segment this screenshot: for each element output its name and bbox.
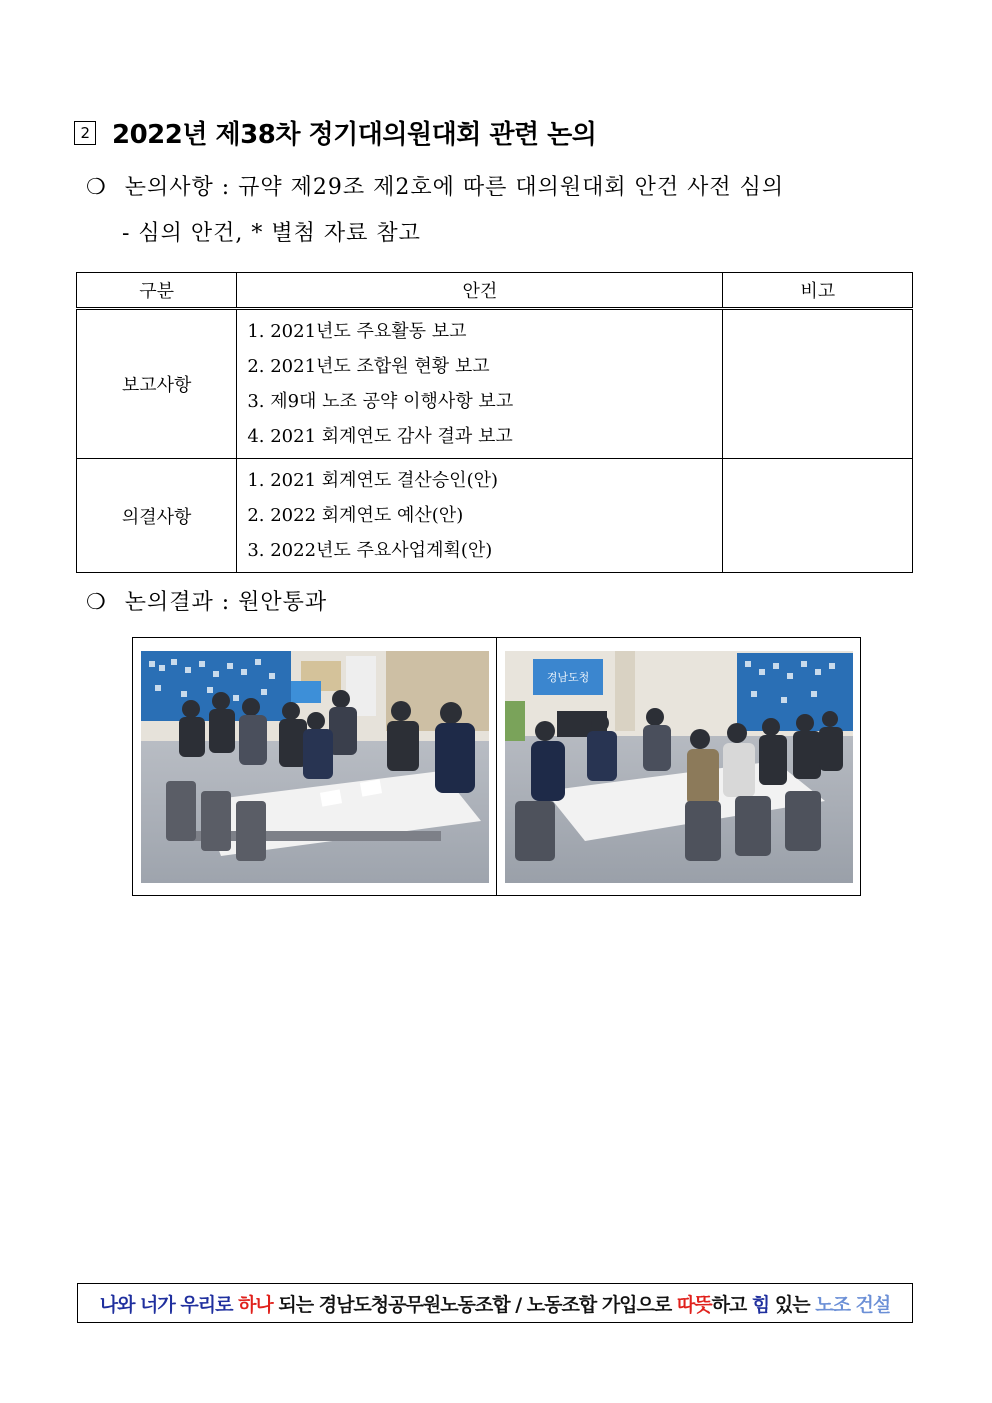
list-item: 3. 2022년도 주요사업계획(안) xyxy=(247,540,493,561)
list-item: 3. 제9대 노조 공약 이행사항 보고 xyxy=(247,391,514,412)
meeting-photos xyxy=(132,637,861,896)
discussion-sub-line xyxy=(122,216,421,247)
list-item: 2. 2021년도 조합원 현황 보고 xyxy=(247,356,490,377)
row-note xyxy=(723,459,913,573)
row-note xyxy=(723,309,913,459)
row-items xyxy=(237,309,723,459)
discussion-topic-line xyxy=(86,170,784,201)
list-item: 2. 2022 회계연도 예산(안) xyxy=(247,505,464,526)
section-heading xyxy=(74,114,596,151)
header-agenda: 안건 xyxy=(237,273,723,309)
table-row xyxy=(77,309,913,459)
row-category: 의결사항 xyxy=(77,459,237,573)
photo-sign-text: 경남도청 xyxy=(546,670,589,684)
footer-slogan xyxy=(77,1283,913,1323)
result-text: 논의결과 : 원안통과 xyxy=(124,590,328,615)
photo-left xyxy=(133,638,497,895)
bullet-circle-icon: ❍ xyxy=(86,590,107,615)
header-note: 비고 xyxy=(723,273,913,309)
slogan-segment: 있는 xyxy=(769,1293,816,1316)
photo-right xyxy=(497,638,860,895)
meeting-photo-right-image xyxy=(505,651,853,883)
discussion-topic: 논의사항 : 규약 제29조 제2호에 따른 대의원대회 안건 사전 심의 xyxy=(124,175,785,200)
list-item: 1. 2021년도 주요활동 보고 xyxy=(247,321,467,342)
row-items xyxy=(237,459,723,573)
table-row xyxy=(77,459,913,573)
result-line xyxy=(86,585,327,616)
agenda-table xyxy=(76,272,913,573)
agenda-header-row xyxy=(77,273,913,309)
row-category: 보고사항 xyxy=(77,309,237,459)
section-number-box: 2 xyxy=(74,121,96,145)
meeting-photo-left-image xyxy=(141,651,489,883)
slogan-segment: 힘 xyxy=(751,1293,770,1316)
slogan-segment: 따뜻 xyxy=(676,1293,712,1316)
slogan-segment: 나와 너가 우리로 xyxy=(99,1293,239,1316)
list-item: 4. 2021 회계연도 감사 결과 보고 xyxy=(247,426,513,447)
section-title: 2022년 제38차 정기대의원대회 관련 논의 xyxy=(112,120,597,150)
header-category: 구분 xyxy=(77,273,237,309)
bullet-circle-icon: ❍ xyxy=(86,175,107,200)
slogan-segment: 노조 건설 xyxy=(815,1293,891,1316)
slogan-segment: 하나 xyxy=(238,1293,273,1316)
slogan-segment: 하고 xyxy=(711,1293,752,1316)
slogan-segment: 되는 경남도청공무원노동조합 / 노동조합 가입으로 xyxy=(272,1293,677,1316)
discussion-sub: - 심의 안건, * 별첨 자료 참고 xyxy=(122,221,421,246)
list-item: 1. 2021 회계연도 결산승인(안) xyxy=(247,470,498,491)
